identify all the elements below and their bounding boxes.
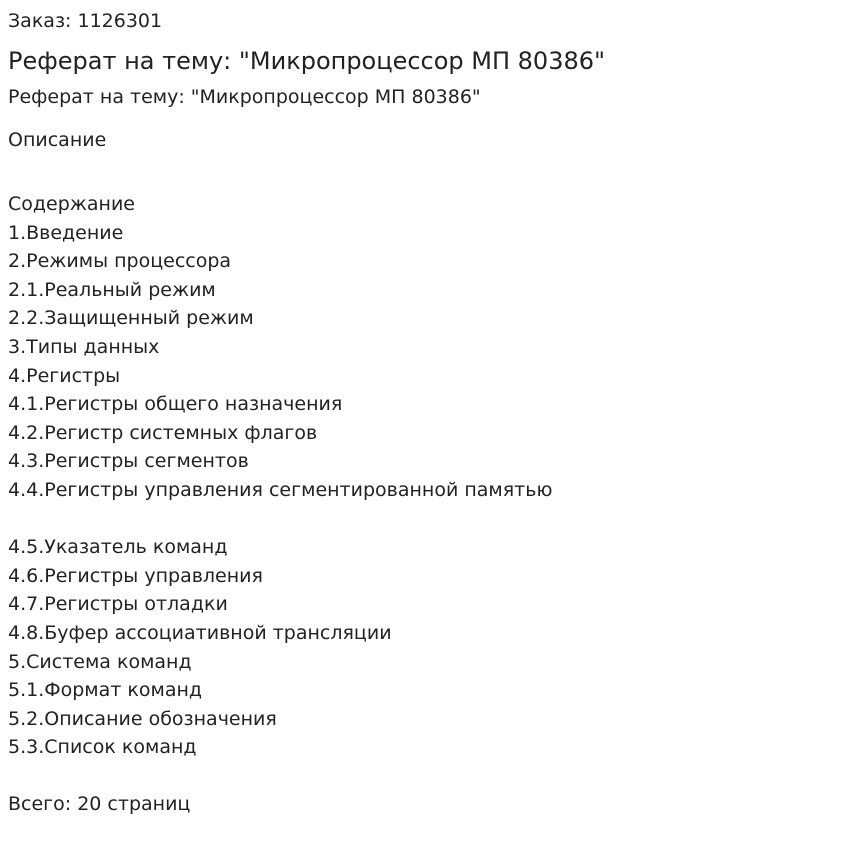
toc-group-2 (8, 533, 839, 762)
toc-item: 5.Система команд (8, 650, 192, 673)
toc-item: 5.1.Формат команд (8, 679, 203, 702)
toc-item: 4.6.Регистры управления (8, 564, 263, 587)
toc-item: 4.4.Регистры управления сегментированной памятью (8, 478, 553, 501)
table-of-contents (8, 190, 839, 819)
toc-spacer (8, 762, 839, 791)
contents-heading: Содержание (8, 193, 135, 215)
page-title: Реферат на тему: "Микропроцессор МП 80386" (8, 47, 606, 75)
toc-item: 4.5.Указатель команд (8, 536, 228, 559)
order-number: Заказ: 1126301 (8, 10, 163, 32)
toc-item: 4.7.Регистры отладки (8, 593, 228, 616)
toc-item: 5.3.Список команд (8, 736, 197, 759)
toc-item: 4.3.Регистры сегментов (8, 450, 249, 473)
toc-item: 4.2.Регистр системных флагов (8, 421, 318, 444)
toc-item: 3.Типы данных (8, 335, 160, 358)
toc-item: 2.Режимы процессора (8, 250, 232, 273)
toc-item: 4.Регистры (8, 364, 121, 387)
total-pages: Всего: 20 страниц (8, 793, 191, 816)
toc-item: 1.Введение (8, 221, 124, 244)
toc-item: 4.1.Регистры общего назначения (8, 393, 343, 416)
toc-spacer (8, 505, 839, 534)
toc-item: 4.8.Буфер ассоциативной трансляции (8, 621, 392, 644)
description-heading: Описание (8, 129, 107, 151)
page-subtitle: Реферат на тему: "Микропроцессор МП 80386" (8, 86, 481, 108)
toc-item: 5.2.Описание обозначения (8, 707, 277, 730)
toc-item: 2.1.Реальный режим (8, 278, 216, 301)
toc-group-1 (8, 219, 839, 505)
toc-item: 2.2.Защищенный режим (8, 307, 254, 330)
